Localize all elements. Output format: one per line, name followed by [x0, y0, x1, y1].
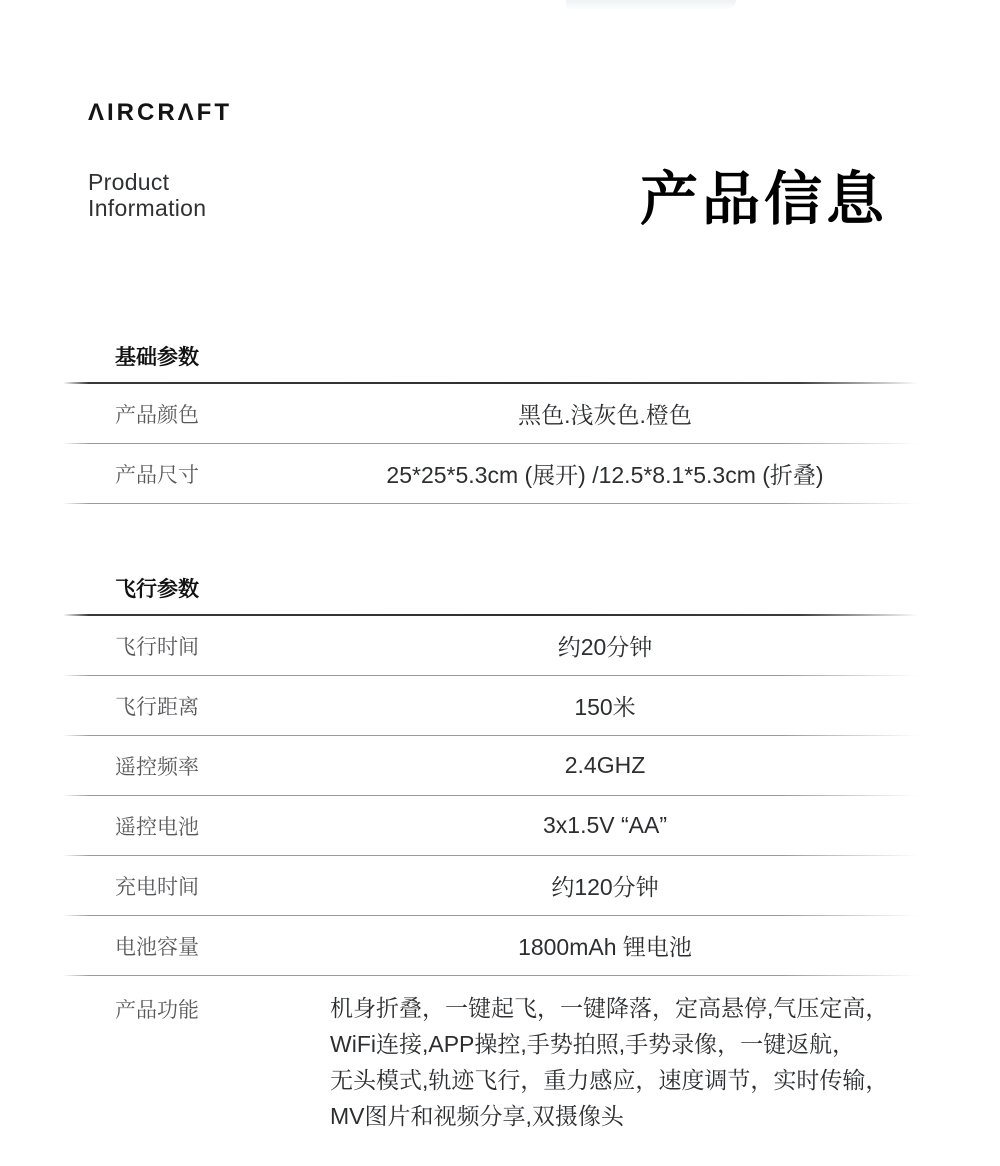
- spec-value: 1800mAh 锂电池: [518, 934, 692, 960]
- page-header: [0, 0, 1000, 232]
- spec-value: 3x1.5V “AA”: [543, 812, 667, 838]
- spec-row-size: [63, 444, 918, 503]
- feature-list: [330, 990, 888, 1134]
- row-divider: [63, 503, 918, 504]
- spec-row-rc-battery: [63, 796, 918, 855]
- spec-value: 150米: [574, 694, 636, 720]
- spec-row-battery-capacity: [63, 916, 918, 975]
- spec-label: 电池容量: [115, 935, 199, 959]
- section-basic-params: [63, 341, 918, 504]
- feature-line: 机身折叠，一键起飞，一键降落，定高悬停,气压定高，: [330, 995, 889, 1021]
- spec-value: 约20分钟: [557, 634, 653, 660]
- product-subtitle: [88, 169, 232, 221]
- spec-row-color: [63, 384, 918, 443]
- spec-row-charge-time: [63, 856, 918, 915]
- spec-tables: [63, 341, 918, 1148]
- spec-value: 约120分钟: [551, 874, 659, 900]
- spec-value: 25*25*5.3cm (展开) /12.5*8.1*5.3cm (折叠): [386, 462, 824, 488]
- feature-line: WiFi连接,APP操控,手势拍照,手势录像，一键返航，: [330, 1031, 856, 1057]
- spec-label: 遥控电池: [115, 815, 199, 839]
- subtitle-line-1: Product: [88, 169, 170, 195]
- spec-label: 产品颜色: [115, 403, 199, 427]
- page-title: 产品信息: [639, 167, 888, 232]
- spec-label: 飞行距离: [115, 695, 199, 719]
- header-left: [88, 99, 232, 221]
- spec-label: 产品尺寸: [115, 463, 199, 487]
- spec-row-product-features: [63, 976, 918, 1148]
- subtitle-line-2: Information: [88, 195, 207, 221]
- spec-label: 充电时间: [115, 875, 199, 899]
- spec-row-flight-time: [63, 616, 918, 675]
- section-title: 基础参数: [115, 346, 199, 369]
- top-image-remnant: [566, 0, 736, 9]
- section-title: 飞行参数: [115, 578, 199, 601]
- feature-line: 无头模式,轨迹飞行，重力感应，速度调节，实时传输，: [330, 1067, 889, 1093]
- spec-value: 黑色.浅灰色.橙色: [518, 402, 692, 428]
- spec-value: 2.4GHZ: [564, 752, 646, 778]
- section-flight-params: [63, 573, 918, 1148]
- feature-line: MV图片和视频分享,双摄像头: [330, 1103, 624, 1129]
- spec-label: 遥控频率: [115, 755, 199, 779]
- brand-logo: ΛIRCRΛFT: [88, 99, 232, 126]
- spec-row-rc-frequency: [63, 736, 918, 795]
- spec-label: 飞行时间: [115, 635, 199, 659]
- spec-label: 产品功能: [115, 999, 199, 1022]
- spec-row-flight-distance: [63, 676, 918, 735]
